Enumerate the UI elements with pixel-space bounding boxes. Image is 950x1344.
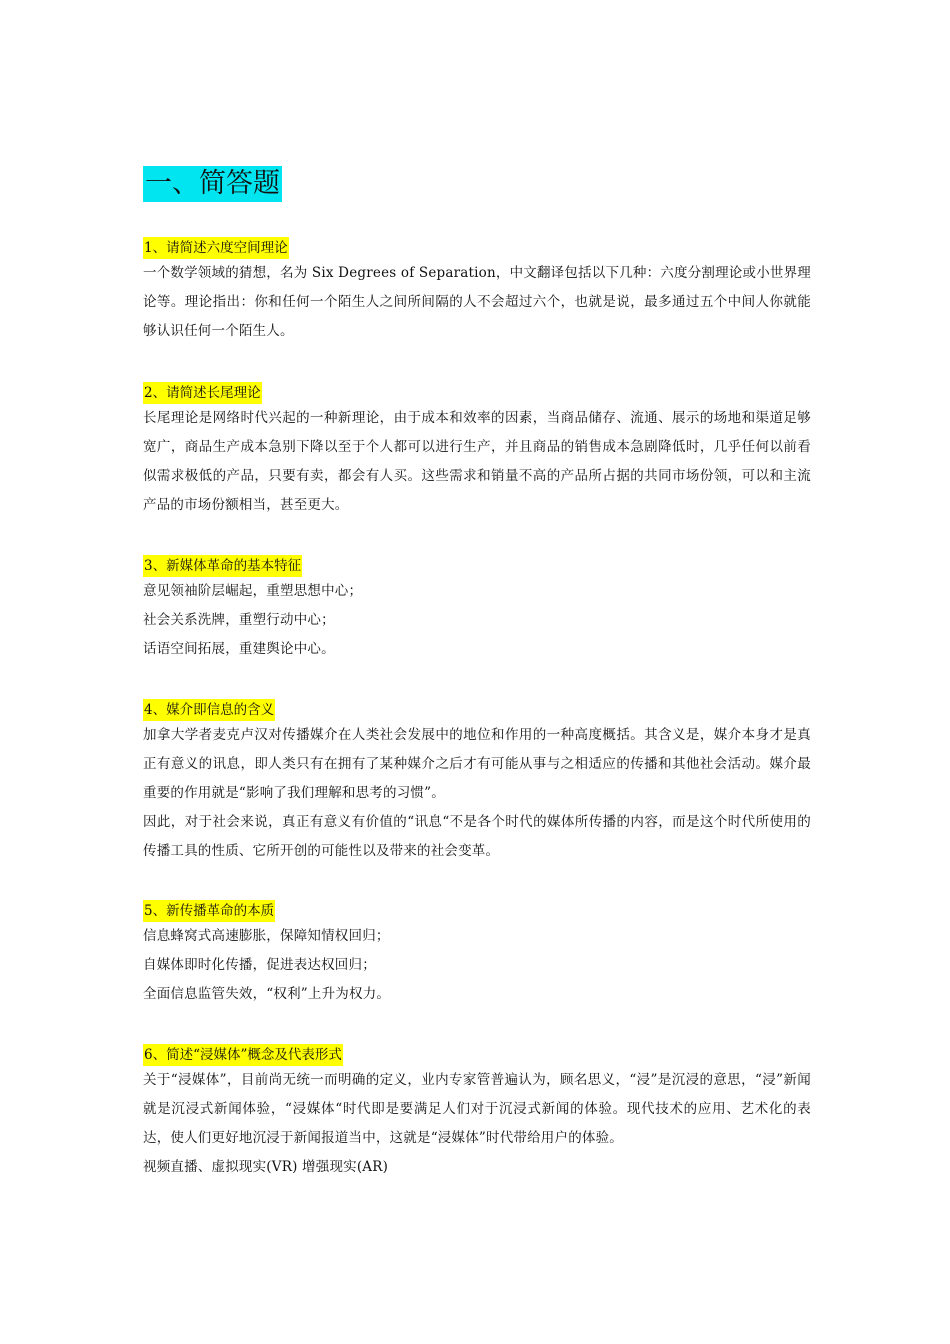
answer-line: 自媒体即时化传播，促进表达权回归；: [143, 957, 376, 973]
question-heading: 2、请简述长尾理论: [143, 382, 262, 404]
answer-line: 意见领袖阶层崛起，重塑思想中心；: [143, 583, 363, 599]
answer-line: 视频直播、虚拟现实(VR) 增强现实(AR): [143, 1159, 389, 1175]
question-heading: 3、新媒体革命的基本特征: [143, 555, 302, 577]
answer-body: [143, 577, 811, 664]
question-heading: 1、请简述六度空间理论: [143, 237, 289, 259]
answer-line: 信息蜂窝式高速膨胀，保障知情权回归；: [143, 928, 390, 944]
question-block-5: [143, 900, 811, 1009]
question-block-3: [143, 555, 811, 664]
answer-body: [143, 922, 811, 1009]
question-heading: 6、简述“浸媒体”概念及代表形式: [143, 1044, 343, 1066]
question-heading: 5、新传播革命的本质: [143, 900, 275, 922]
answer-line: 社会关系洗牌，重塑行动中心；: [143, 612, 335, 628]
question-block-1: [143, 237, 811, 346]
question-heading: 4、媒介即信息的含义: [143, 699, 275, 721]
answer-paragraph: 加拿大学者麦克卢汉对传播媒介在人类社会发展中的地位和作用的一种高度概括。其含义是，媒介本身才是真正有意义的讯息，即人类只有在拥有了某种媒介之后才有可能从事与之相适应的传播和其他社会活动。媒介最重要的作用就是“影响了我们理解和思考的习惯”。: [143, 727, 811, 801]
answer-line: 全面信息监管失效，“权利”上升为权力。: [143, 986, 391, 1002]
question-block-6: [143, 1044, 811, 1182]
answer-body: [143, 404, 811, 520]
answer-paragraph: 关于“浸媒体”，目前尚无统一而明确的定义，业内专家管普遍认为，顾名思义，“浸”是沉浸的意思，“浸”新闻就是沉浸式新闻体验，“浸媒体“时代即是要满足人们对于沉浸式新闻的体验。现代技术的应用、艺术化的表达，使人们更好地沉浸于新闻报道当中，这就是“浸媒体”时代带给用户的体验。: [143, 1072, 811, 1146]
answer-body: [143, 721, 811, 866]
answer-paragraph: 因此，对于社会来说，真正有意义有价值的“讯息“不是各个时代的媒体所传播的内容，而是这个时代所使用的传播工具的性质、它所开创的可能性以及带来的社会变革。: [143, 814, 811, 859]
answer-body: [143, 259, 811, 346]
question-block-4: [143, 699, 811, 866]
answer-paragraph: 一个数学领域的猜想，名为 Six Degrees of Separation，中文翻译包括以下几种：六度分割理论或小世界理论等。理论指出：你和任何一个陌生人之间所间隔的人不会超过六个，也就是说，最多通过五个中间人你就能够认识任何一个陌生人。: [143, 265, 811, 339]
answer-line: 话语空间拓展，重建舆论中心。: [143, 641, 335, 657]
answer-body: [143, 1066, 811, 1182]
answer-paragraph: 长尾理论是网络时代兴起的一种新理论，由于成本和效率的因素，当商品储存、流通、展示的场地和渠道足够宽广，商品生产成本急别下降以至于个人都可以进行生产，并且商品的销售成本急剧降低时，几乎任何以前看似需求极低的产品，只要有卖，都会有人买。这些需求和销量不高的产品所占据的共同市场份领，可以和主流产品的市场份额相当，甚至更大。: [143, 410, 811, 513]
question-block-2: [143, 382, 811, 520]
section-title: 一、简答题: [143, 166, 282, 202]
